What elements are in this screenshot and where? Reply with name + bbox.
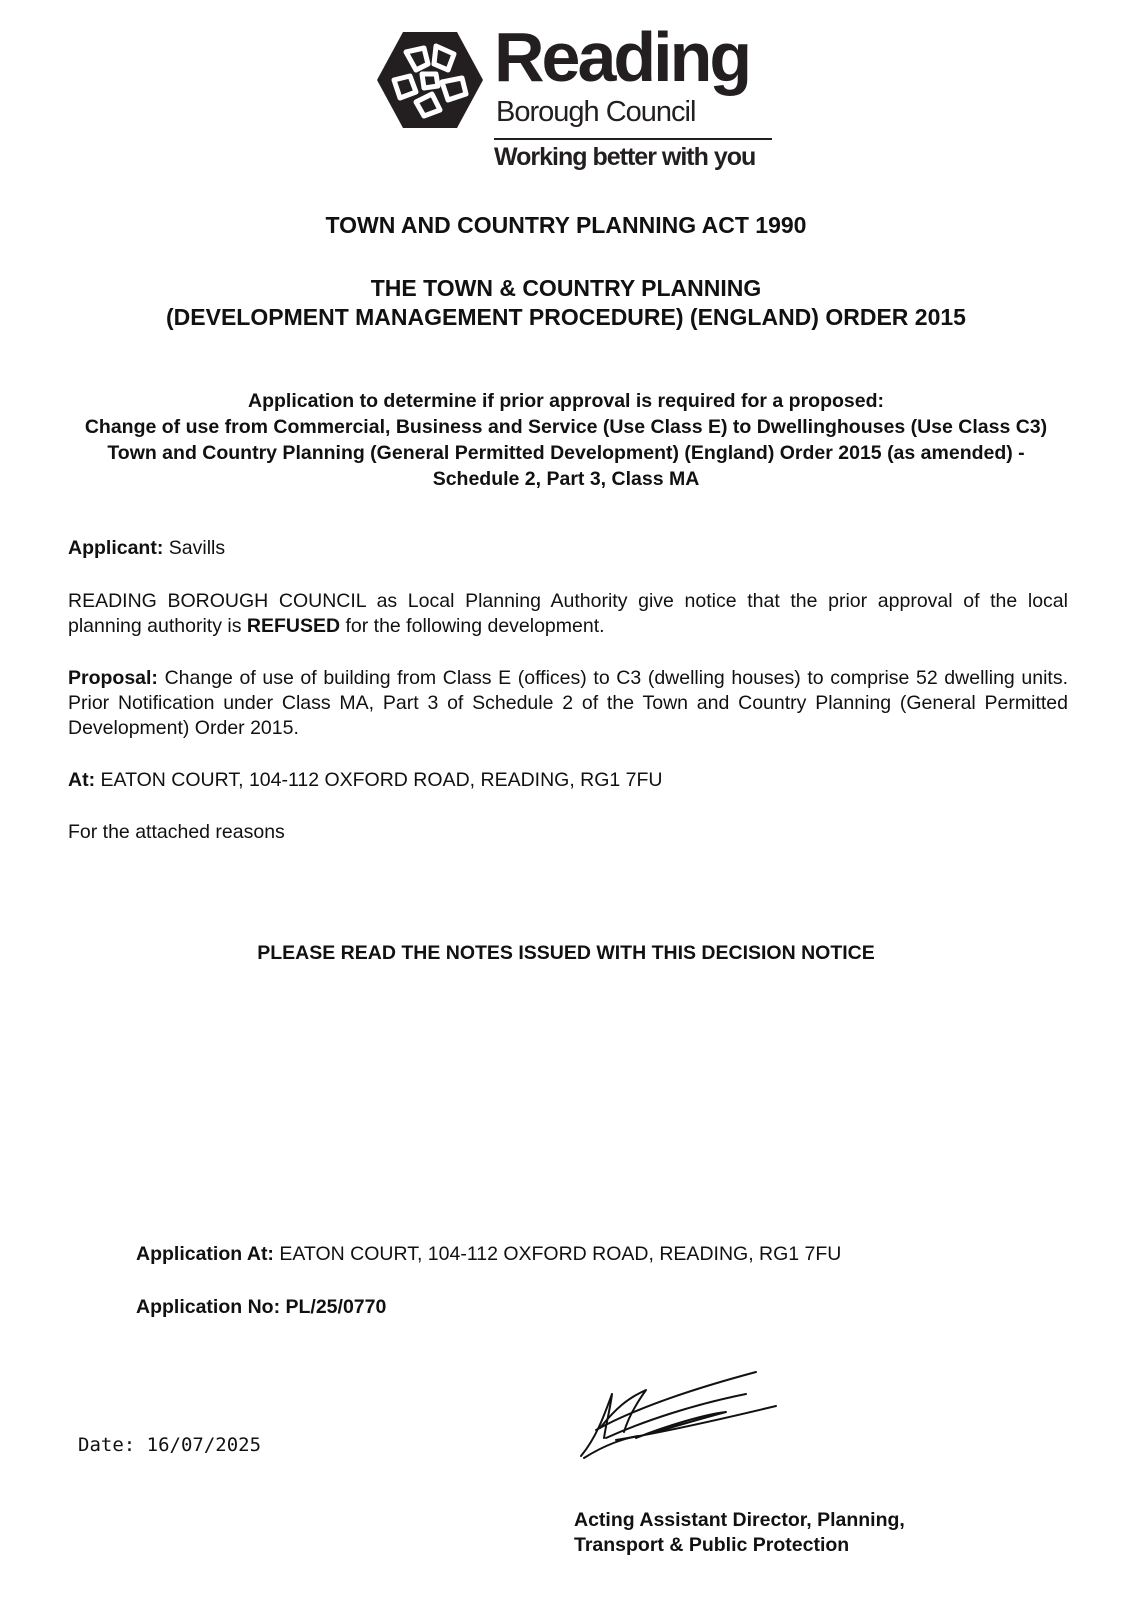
council-logo	[376, 18, 776, 180]
application-no-line	[136, 1296, 386, 1319]
decision-text-before: READING BOROUGH COUNCIL as Local Planning Authority give notice that the prior approval of the local planning authority is	[68, 590, 1068, 637]
applicant-label: Applicant:	[68, 537, 164, 559]
application-no-value: PL/25/0770	[285, 1296, 387, 1318]
reasons-note: For the attached reasons	[68, 821, 285, 843]
signatory-role	[574, 1508, 905, 1558]
signatory-role-line2: Transport & Public Protection	[574, 1534, 850, 1556]
date-line	[78, 1434, 261, 1456]
order-heading	[0, 274, 1132, 332]
applicant-line	[68, 536, 1068, 561]
logo-divider	[494, 138, 772, 140]
act-heading: TOWN AND COUNTRY PLANNING ACT 1990	[325, 212, 807, 238]
application-description-line2: Change of use from Commercial, Business and Service (Use Class E) to Dwellinghouses (Use Class C3)	[84, 416, 1048, 438]
order-heading-line1: THE TOWN & COUNTRY PLANNING	[370, 275, 762, 301]
date-value: 16/07/2025	[146, 1434, 262, 1456]
applicant-value: Savills	[168, 537, 226, 559]
decision-text-after: for the following development.	[340, 615, 605, 637]
application-description	[70, 388, 1062, 492]
logo-wordmark: Reading	[494, 18, 750, 96]
date-label: Date:	[78, 1434, 136, 1456]
application-description-line1: Application to determine if prior approval is required for a proposed:	[248, 390, 884, 412]
application-description-line3: Town and Country Planning (General Permitted Development) (England) Order 2015 (as amended) - Schedule 2, Part 3, Class MA	[107, 442, 1025, 490]
site-label: At:	[68, 769, 96, 791]
council-emblem-icon	[376, 30, 484, 130]
decision-outcome: REFUSED	[246, 615, 341, 637]
signatory-role-line1: Acting Assistant Director, Planning,	[574, 1509, 905, 1531]
application-no-label: Application No:	[136, 1296, 281, 1318]
application-at-line	[136, 1243, 841, 1266]
application-at-label: Application At:	[136, 1243, 274, 1265]
site-value: EATON COURT, 104-112 OXFORD ROAD, READING, RG1 7FU	[100, 769, 663, 791]
proposal-label: Proposal:	[68, 667, 158, 689]
application-at-value: EATON COURT, 104-112 OXFORD ROAD, READING, RG1 7FU	[279, 1243, 842, 1265]
decision-notice-banner: PLEASE READ THE NOTES ISSUED WITH THIS DECISION NOTICE	[257, 942, 875, 964]
decision-paragraph	[68, 589, 1068, 639]
logo-subtitle: Borough Council	[496, 96, 696, 128]
signature-image	[576, 1368, 786, 1468]
logo-tagline: Working better with you	[494, 143, 756, 171]
order-heading-line2: (DEVELOPMENT MANAGEMENT PROCEDURE) (ENGLAND) ORDER 2015	[166, 304, 966, 330]
site-line	[68, 768, 1068, 793]
proposal-paragraph	[68, 666, 1068, 741]
proposal-value: Change of use of building from Class E (offices) to C3 (dwelling houses) to comprise 52 dwelling units. Prior Notification under Class MA, Part 3 of Schedule 2 of the Town and Country Planning (General Permitted Development) Order 2015.	[68, 667, 1068, 739]
